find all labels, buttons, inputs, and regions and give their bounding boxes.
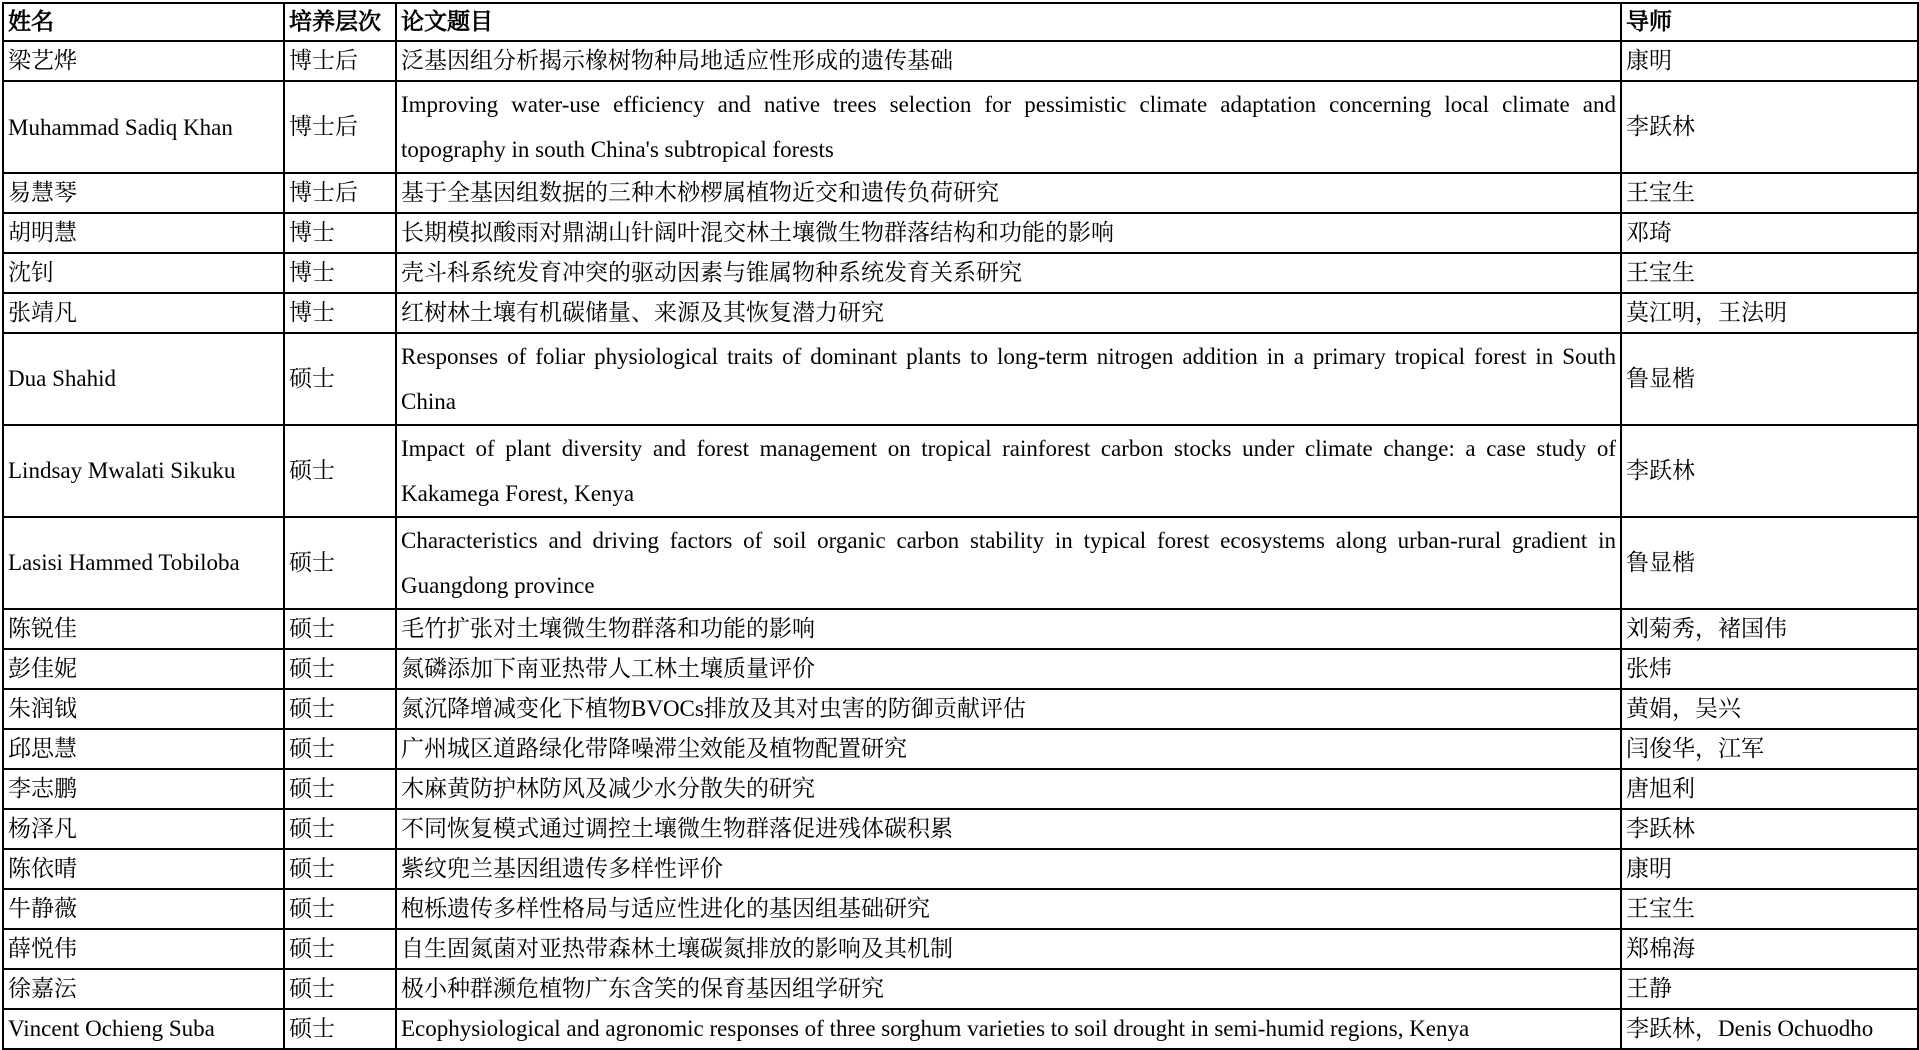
cell-level: 硕士 — [284, 849, 396, 889]
cell-title: 毛竹扩张对土壤微生物群落和功能的影响 — [396, 609, 1621, 649]
cell-advisor: 王静 — [1621, 969, 1918, 1009]
cell-advisor: 王宝生 — [1621, 173, 1918, 213]
table-row — [3, 333, 1918, 425]
cell-name: Lasisi Hammed Tobiloba — [3, 517, 284, 609]
cell-level: 硕士 — [284, 689, 396, 729]
table-row — [3, 173, 1918, 213]
table-row — [3, 689, 1918, 729]
cell-name: 陈依晴 — [3, 849, 284, 889]
cell-name: 徐嘉沄 — [3, 969, 284, 1009]
table-row — [3, 649, 1918, 689]
table-row — [3, 889, 1918, 929]
cell-name: 陈锐佳 — [3, 609, 284, 649]
cell-advisor: 李跃林 — [1621, 809, 1918, 849]
cell-name: 李志鹏 — [3, 769, 284, 809]
table-row — [3, 729, 1918, 769]
table-row — [3, 849, 1918, 889]
cell-name: Lindsay Mwalati Sikuku — [3, 425, 284, 517]
cell-title: 泛基因组分析揭示橡树物种局地适应性形成的遗传基础 — [396, 41, 1621, 81]
table-row — [3, 1009, 1918, 1049]
cell-title: 氮沉降增减变化下植物BVOCs排放及其对虫害的防御贡献评估 — [396, 689, 1621, 729]
cell-advisor: 莫江明，王法明 — [1621, 293, 1918, 333]
cell-advisor: 李跃林 — [1621, 425, 1918, 517]
cell-level: 硕士 — [284, 1009, 396, 1049]
table-row — [3, 253, 1918, 293]
table-row — [3, 969, 1918, 1009]
cell-title: Characteristics and driving factors of soil organic carbon stability in typical forest ecosystems along urban-rural gradient in Guangdong province — [396, 517, 1621, 609]
table-row — [3, 609, 1918, 649]
cell-level: 硕士 — [284, 729, 396, 769]
table-header-row — [3, 3, 1918, 41]
cell-title: 基于全基因组数据的三种木桫椤属植物近交和遗传负荷研究 — [396, 173, 1621, 213]
cell-name: 杨泽凡 — [3, 809, 284, 849]
table-row — [3, 41, 1918, 81]
cell-title: 极小种群濒危植物广东含笑的保育基因组学研究 — [396, 969, 1621, 1009]
cell-title: 紫纹兜兰基因组遗传多样性评价 — [396, 849, 1621, 889]
cell-level: 博士 — [284, 213, 396, 253]
cell-title: 不同恢复模式通过调控土壤微生物群落促进残体碳积累 — [396, 809, 1621, 849]
table-row — [3, 213, 1918, 253]
cell-advisor: 李跃林 — [1621, 81, 1918, 173]
header-level: 培养层次 — [284, 3, 396, 41]
cell-name: 牛静薇 — [3, 889, 284, 929]
cell-level: 博士后 — [284, 81, 396, 173]
cell-advisor: 王宝生 — [1621, 889, 1918, 929]
cell-advisor: 鲁显楷 — [1621, 517, 1918, 609]
thesis-table — [2, 2, 1919, 1050]
cell-name: Muhammad Sadiq Khan — [3, 81, 284, 173]
cell-name: 朱润钺 — [3, 689, 284, 729]
cell-advisor: 王宝生 — [1621, 253, 1918, 293]
cell-advisor: 康明 — [1621, 849, 1918, 889]
cell-name: 梁艺烨 — [3, 41, 284, 81]
cell-title: 红树林土壤有机碳储量、来源及其恢复潜力研究 — [396, 293, 1621, 333]
cell-level: 硕士 — [284, 809, 396, 849]
header-advisor: 导师 — [1621, 3, 1918, 41]
table-row — [3, 769, 1918, 809]
table-row — [3, 81, 1918, 173]
cell-title: 自生固氮菌对亚热带森林土壤碳氮排放的影响及其机制 — [396, 929, 1621, 969]
cell-advisor: 唐旭利 — [1621, 769, 1918, 809]
cell-name: 彭佳妮 — [3, 649, 284, 689]
cell-title: Responses of foliar physiological traits of dominant plants to long-term nitrogen addition in a primary tropical forest in South China — [396, 333, 1621, 425]
cell-name: 薛悦伟 — [3, 929, 284, 969]
cell-name: 易慧琴 — [3, 173, 284, 213]
cell-level: 硕士 — [284, 425, 396, 517]
cell-level: 博士后 — [284, 41, 396, 81]
header-title: 论文题目 — [396, 3, 1621, 41]
cell-level: 硕士 — [284, 517, 396, 609]
cell-advisor: 李跃林，Denis Ochuodho — [1621, 1009, 1918, 1049]
table-row — [3, 293, 1918, 333]
cell-advisor: 黄娟，吴兴 — [1621, 689, 1918, 729]
cell-level: 硕士 — [284, 333, 396, 425]
cell-level: 硕士 — [284, 929, 396, 969]
table-row — [3, 809, 1918, 849]
cell-level: 博士 — [284, 253, 396, 293]
cell-level: 硕士 — [284, 969, 396, 1009]
cell-name: 沈钊 — [3, 253, 284, 293]
cell-title: Ecophysiological and agronomic responses of three sorghum varieties to soil drought in semi-humid regions, Kenya — [396, 1009, 1621, 1049]
table-row — [3, 929, 1918, 969]
cell-name: Vincent Ochieng Suba — [3, 1009, 284, 1049]
cell-title: 枹栎遗传多样性格局与适应性进化的基因组基础研究 — [396, 889, 1621, 929]
cell-title: 木麻黄防护林防风及减少水分散失的研究 — [396, 769, 1621, 809]
cell-title: 氮磷添加下南亚热带人工林土壤质量评价 — [396, 649, 1621, 689]
cell-title: 长期模拟酸雨对鼎湖山针阔叶混交林土壤微生物群落结构和功能的影响 — [396, 213, 1621, 253]
cell-advisor: 康明 — [1621, 41, 1918, 81]
cell-advisor: 刘菊秀，褚国伟 — [1621, 609, 1918, 649]
cell-title: Improving water-use efficiency and native trees selection for pessimistic climate adaptation concerning local climate and topography in south China's subtropical forests — [396, 81, 1621, 173]
table-row — [3, 425, 1918, 517]
table-row — [3, 517, 1918, 609]
cell-advisor: 张炜 — [1621, 649, 1918, 689]
cell-advisor: 鲁显楷 — [1621, 333, 1918, 425]
cell-advisor: 闫俊华，江军 — [1621, 729, 1918, 769]
cell-name: 邱思慧 — [3, 729, 284, 769]
cell-level: 硕士 — [284, 609, 396, 649]
cell-title: Impact of plant diversity and forest management on tropical rainforest carbon stocks under climate change: a case study of Kakamega Forest, Kenya — [396, 425, 1621, 517]
cell-advisor: 郑棉海 — [1621, 929, 1918, 969]
cell-level: 博士后 — [284, 173, 396, 213]
cell-level: 硕士 — [284, 889, 396, 929]
cell-name: Dua Shahid — [3, 333, 284, 425]
cell-name: 张靖凡 — [3, 293, 284, 333]
cell-level: 博士 — [284, 293, 396, 333]
cell-name: 胡明慧 — [3, 213, 284, 253]
header-name: 姓名 — [3, 3, 284, 41]
cell-advisor: 邓琦 — [1621, 213, 1918, 253]
cell-level: 硕士 — [284, 769, 396, 809]
cell-title: 广州城区道路绿化带降噪滞尘效能及植物配置研究 — [396, 729, 1621, 769]
cell-title: 壳斗科系统发育冲突的驱动因素与锥属物种系统发育关系研究 — [396, 253, 1621, 293]
cell-level: 硕士 — [284, 649, 396, 689]
